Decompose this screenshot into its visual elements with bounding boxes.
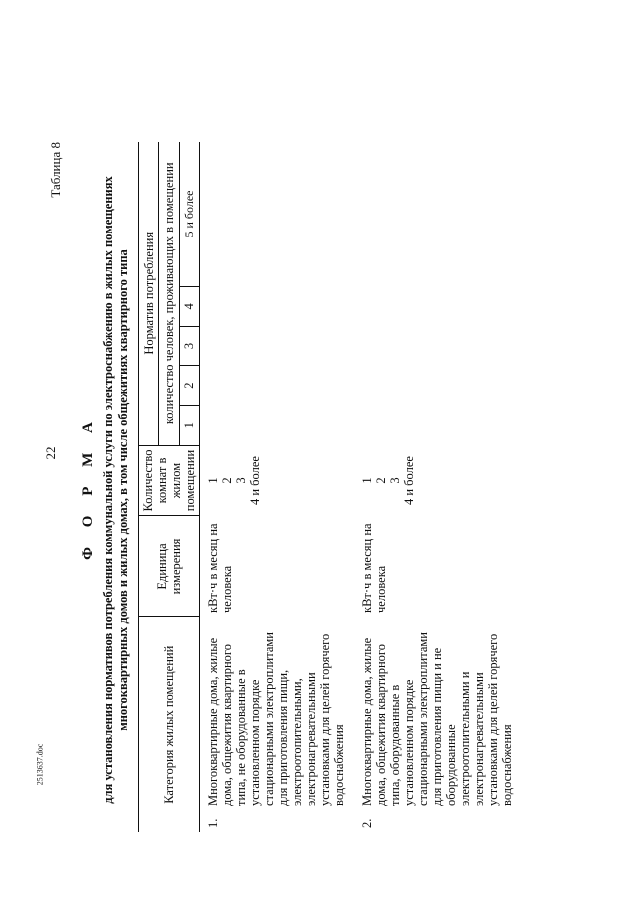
- room-count: 2: [374, 477, 388, 484]
- table-row: [354, 142, 522, 832]
- row-rooms: [354, 445, 522, 516]
- norm-cell: [354, 326, 522, 366]
- norm-cell: [354, 366, 522, 406]
- norm-cell: [354, 286, 522, 326]
- room-count: 4 и более: [248, 456, 262, 506]
- header-category: Категория жилых помещений: [162, 645, 176, 804]
- table-label: Таблица 8: [48, 142, 63, 198]
- norm-cell: [354, 142, 522, 286]
- row-category: Многоквартирные дома, жилые дома, общежития квартирного типа, оборудованные в установленном порядке стационарными электроплитами для приготовления пищи и не оборудованные электроотопительными и электронагревательными установками для целей горячего водоснабжения: [360, 632, 514, 806]
- header-persons-4: 4: [179, 286, 199, 326]
- room-count: 3: [388, 477, 402, 484]
- header-persons: количество человек, проживающих в помещении: [159, 142, 179, 445]
- norm-cell: [354, 405, 522, 445]
- norms-table: [138, 142, 522, 832]
- room-count: 2: [220, 477, 234, 484]
- row-number: 1.: [206, 818, 220, 828]
- norm-cell: [200, 286, 355, 326]
- header-persons-3: 3: [179, 326, 199, 366]
- header-rooms: Количество комнат в жилом помещении: [139, 445, 200, 516]
- header-persons-1: 1: [179, 405, 199, 445]
- row-unit: кВт·ч в месяц на человека: [206, 523, 234, 613]
- rotated-page-content: [48, 122, 588, 832]
- room-count: 3: [234, 477, 248, 484]
- room-count: 1: [360, 477, 374, 484]
- row-rooms: [200, 445, 355, 516]
- header-persons-2: 2: [179, 366, 199, 406]
- document-code: 2513637.doc: [35, 743, 45, 786]
- norm-cell: [200, 326, 355, 366]
- norm-cell: [200, 366, 355, 406]
- form-title: Ф О Р М А: [80, 414, 96, 560]
- header-unit: Единица измерения: [139, 516, 200, 617]
- form-subtitle: для установления нормативов потребления коммунальной услуги по электроснабжению в жилых помещениях многоквартирных домов и жилых домах, в том числе общежитиях квартирного типа: [101, 176, 130, 804]
- norm-cell: [200, 405, 355, 445]
- page-number: 22: [43, 446, 58, 460]
- room-count: 4 и более: [402, 456, 416, 506]
- row-category: Многоквартирные дома, жилые дома, общежития квартирного типа, не оборудованные в установленном порядке стационарными электроплитами для приготовления пищи, электроотопительными, электронагревательными установками для целей горячего водоснабжения: [206, 632, 346, 806]
- table-row: [200, 142, 355, 832]
- header-persons-5-plus: 5 и более: [179, 142, 199, 286]
- row-unit: кВт·ч в месяц на человека: [360, 523, 388, 613]
- header-norm: Норматив потребления: [139, 142, 159, 445]
- row-number: 2.: [360, 818, 374, 828]
- norm-cell: [200, 142, 355, 286]
- room-count: 1: [206, 477, 220, 484]
